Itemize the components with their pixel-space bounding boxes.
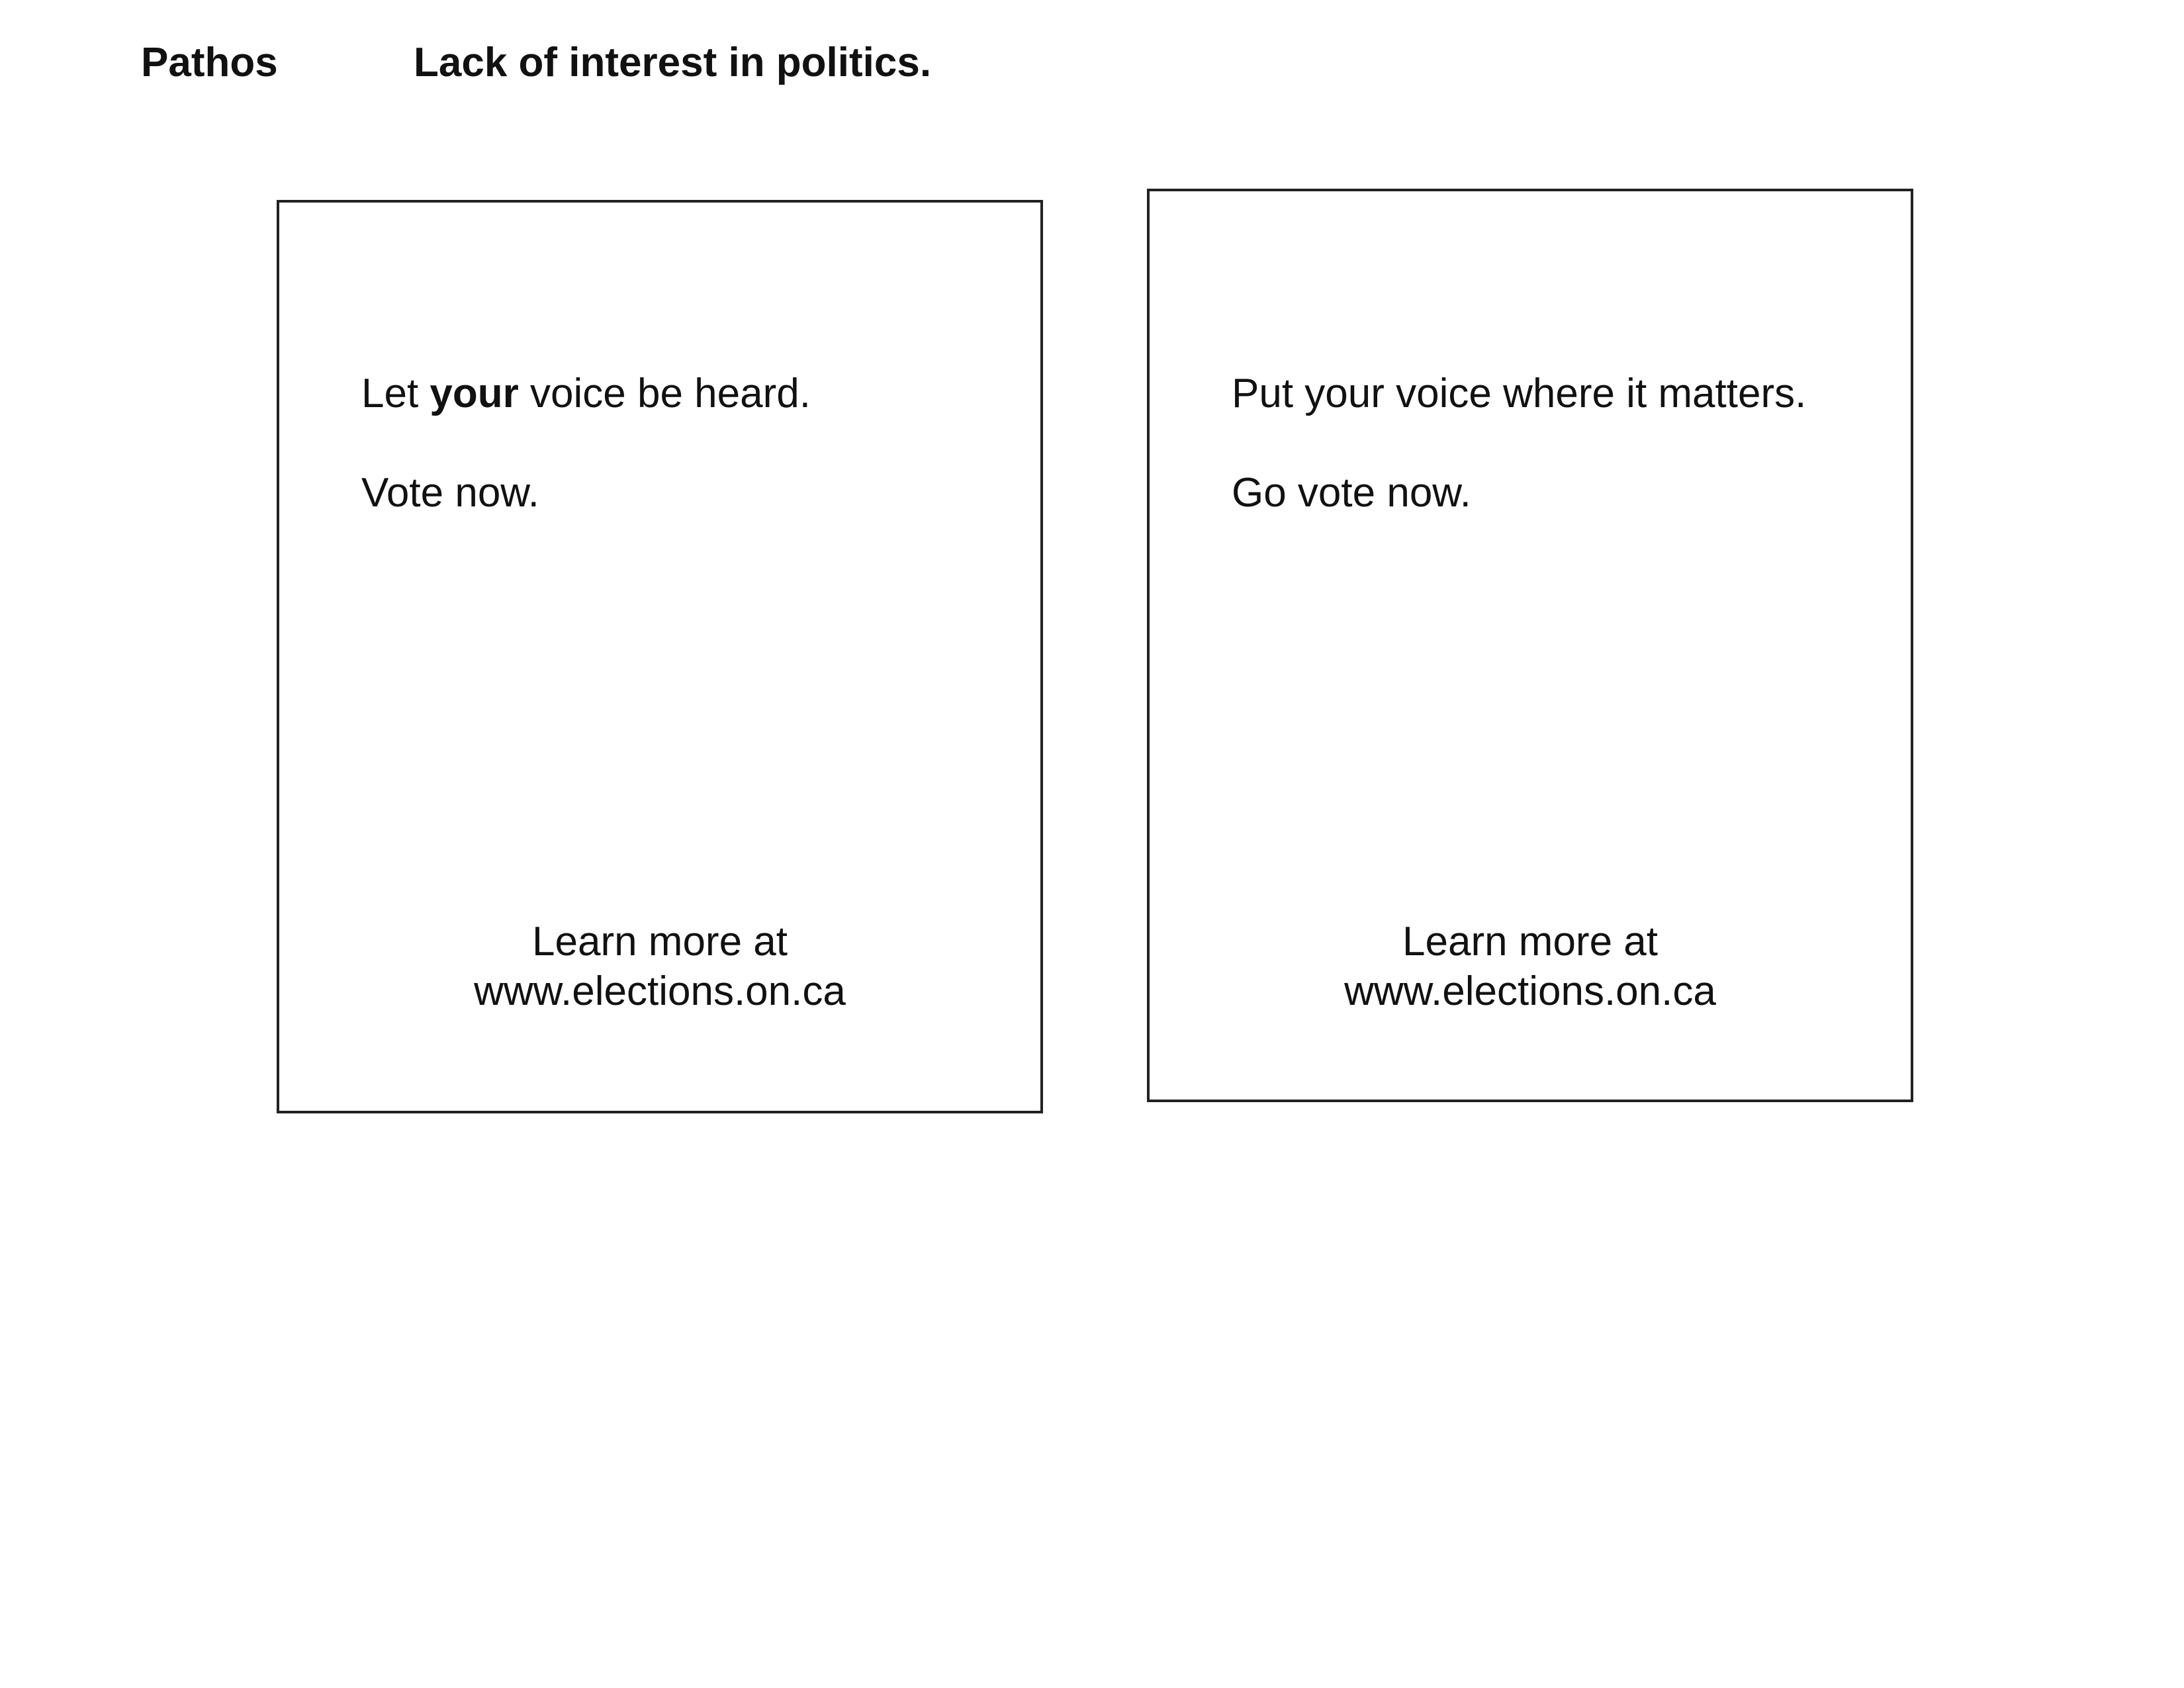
topic-title: Lack of interest in politics. <box>414 40 932 85</box>
card-1-headline <box>361 369 811 418</box>
card-1-headline-emphasis: your <box>430 371 519 416</box>
card-1-footer-url: www.elections.on.ca <box>474 968 846 1014</box>
card-2-call-to-action: Go vote now. <box>1232 470 1471 516</box>
category-label: Pathos <box>141 40 278 85</box>
card-1-footer-line-1: Learn more at <box>532 919 788 964</box>
card-1-call-to-action: Vote now. <box>361 470 539 516</box>
card-1-footer <box>279 917 1040 1016</box>
card-2-footer-url: www.elections.on.ca <box>1344 968 1716 1014</box>
ad-card-1 <box>277 200 1043 1113</box>
ad-card-2 <box>1147 189 1913 1102</box>
card-1-headline-before: Let <box>361 371 430 416</box>
card-2-headline: Put your voice where it matters. <box>1232 371 1807 416</box>
card-2-footer <box>1150 917 1911 1016</box>
card-1-headline-after: voice be heard. <box>518 371 811 416</box>
card-2-footer-line-1: Learn more at <box>1402 919 1658 964</box>
